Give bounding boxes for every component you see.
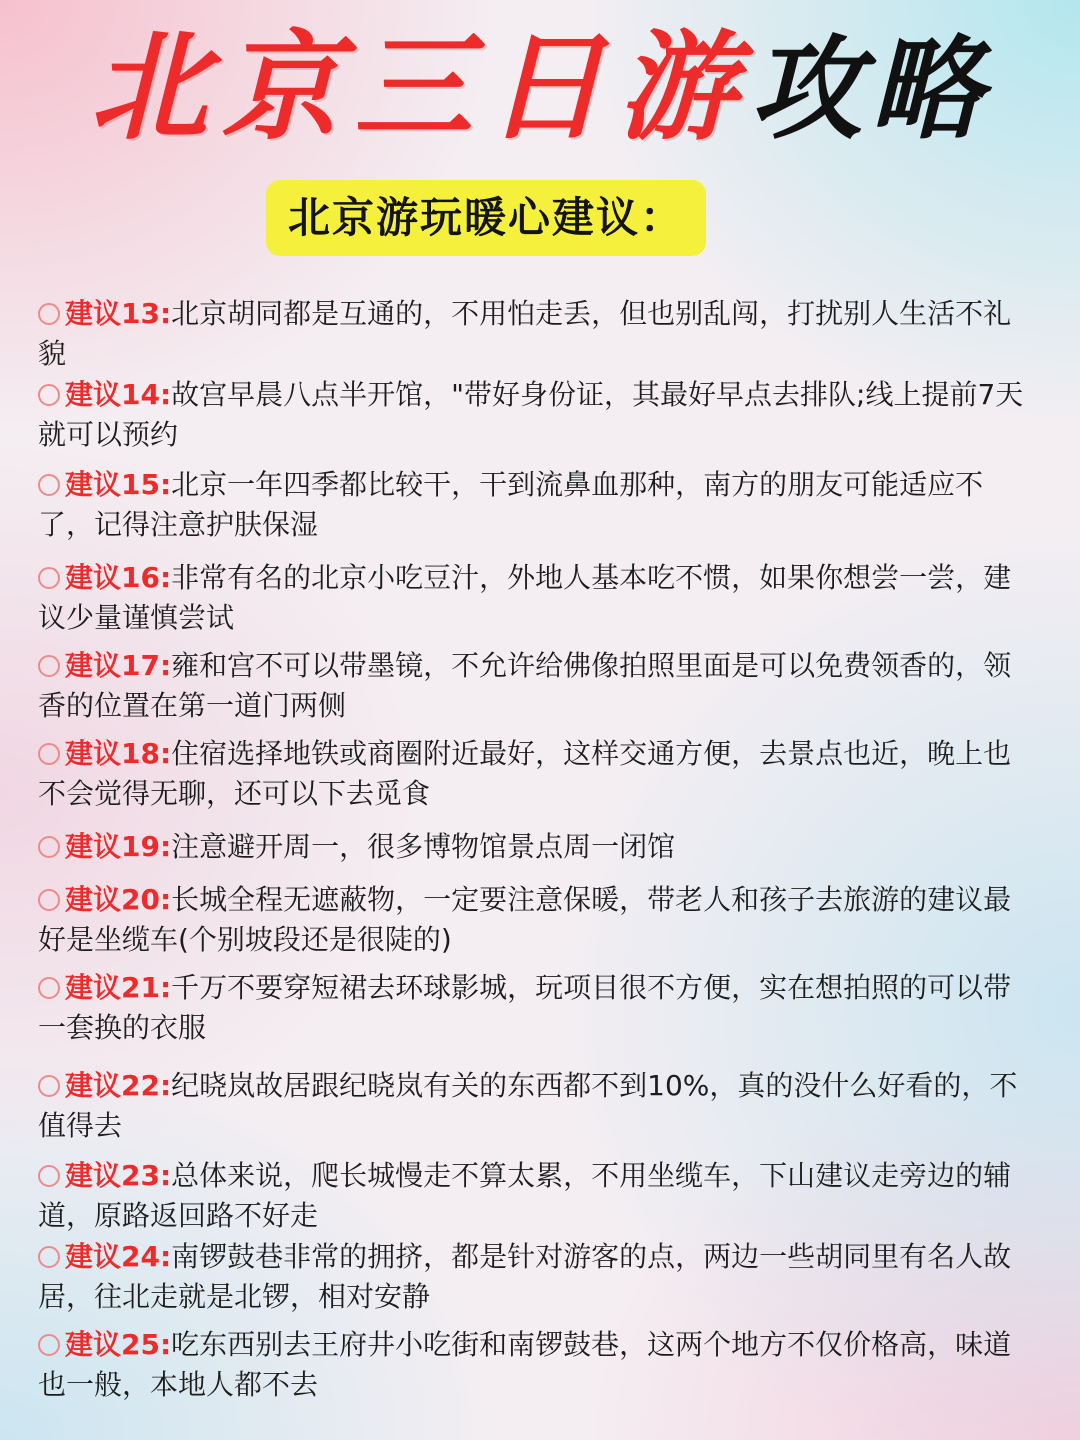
- tip-text: 南锣鼓巷非常的拥挤，都是针对游客的点，两边一些胡同里有名人故居，往北走就是北锣，相对安静: [38, 1240, 1012, 1313]
- circle-bullet-icon: [38, 743, 60, 765]
- tip-label: 建议24:: [65, 1240, 172, 1273]
- tip-label: 建议17:: [65, 649, 172, 682]
- tip-text: 北京一年四季都比较干，干到流鼻血那种，南方的朋友可能适应不了，记得注意护肤保湿: [38, 468, 984, 541]
- tip-21: [38, 968, 1038, 1048]
- circle-bullet-icon: [38, 303, 60, 325]
- tip-18: [38, 734, 1038, 814]
- circle-bullet-icon: [38, 655, 60, 677]
- tip-text: 总体来说，爬长城慢走不算太累，不用坐缆车，下山建议走旁边的辅道，原路返回路不好走: [38, 1159, 1012, 1232]
- circle-bullet-icon: [38, 889, 60, 911]
- tip-label: 建议22:: [65, 1069, 172, 1102]
- tip-text: 吃东西别去王府井小吃街和南锣鼓巷，这两个地方不仅价格高，味道也一般，本地人都不去: [38, 1328, 1012, 1401]
- tip-13: [38, 294, 1038, 374]
- tip-text: 注意避开周一，很多博物馆景点周一闭馆: [171, 830, 676, 863]
- circle-bullet-icon: [38, 836, 60, 858]
- tip-label: 建议19:: [65, 830, 172, 863]
- tip-17: [38, 646, 1038, 726]
- tip-label: 建议20:: [65, 883, 172, 916]
- title-red-part: 北京三日游: [89, 17, 750, 156]
- circle-bullet-icon: [38, 1334, 60, 1356]
- tip-label: 建议23:: [65, 1159, 172, 1192]
- circle-bullet-icon: [38, 1165, 60, 1187]
- tip-label: 建议13:: [65, 297, 172, 330]
- tip-25: [38, 1325, 1038, 1405]
- tip-24: [38, 1237, 1038, 1317]
- circle-bullet-icon: [38, 1246, 60, 1268]
- tip-text: 故宫早晨八点半开馆，"带好身份证，其最好早点去排队;线上提前7天就可以预约: [38, 378, 1024, 451]
- tip-text: 北京胡同都是互通的，不用怕走丢，但也别乱闯，打扰别人生活不礼貌: [38, 297, 1012, 370]
- circle-bullet-icon: [38, 474, 60, 496]
- tip-text: 千万不要穿短裙去环球影城，玩项目很不方便，实在想拍照的可以带一套换的衣服: [38, 971, 1012, 1044]
- tip-19: [38, 827, 1038, 867]
- circle-bullet-icon: [38, 1075, 60, 1097]
- tip-20: [38, 880, 1038, 960]
- tip-label: 建议18:: [65, 737, 172, 770]
- tip-label: 建议15:: [65, 468, 172, 501]
- tip-22: [38, 1066, 1038, 1146]
- tip-text: 长城全程无遮蔽物，一定要注意保暖，带老人和孩子去旅游的建议最好是坐缆车(个别坡段还是很陡的): [38, 883, 1012, 956]
- tip-text: 雍和宫不可以带墨镜，不允许给佛像拍照里面是可以免费领香的，领香的位置在第一道门两侧: [38, 649, 1012, 722]
- circle-bullet-icon: [38, 567, 60, 589]
- subtitle-banner: 北京游玩暖心建议：: [266, 180, 706, 256]
- tip-15: [38, 465, 1038, 545]
- page-title: [0, 12, 1080, 162]
- tip-text: 纪晓岚故居跟纪晓岚有关的东西都不到10%，真的没什么好看的，不值得去: [38, 1069, 1018, 1142]
- tip-label: 建议16:: [65, 561, 172, 594]
- title-black-part: 攻略: [750, 24, 990, 155]
- tip-label: 建议14:: [65, 378, 172, 411]
- tip-14: [38, 375, 1038, 455]
- tip-text: 非常有名的北京小吃豆汁，外地人基本吃不惯，如果你想尝一尝，建议少量谨慎尝试: [38, 561, 1012, 634]
- tip-text: 住宿选择地铁或商圈附近最好，这样交通方便，去景点也近，晚上也不会觉得无聊，还可以下去觅食: [38, 737, 1012, 810]
- tip-16: [38, 558, 1038, 638]
- tip-label: 建议25:: [65, 1328, 172, 1361]
- tip-label: 建议21:: [65, 971, 172, 1004]
- circle-bullet-icon: [38, 384, 60, 406]
- tip-23: [38, 1156, 1038, 1236]
- circle-bullet-icon: [38, 977, 60, 999]
